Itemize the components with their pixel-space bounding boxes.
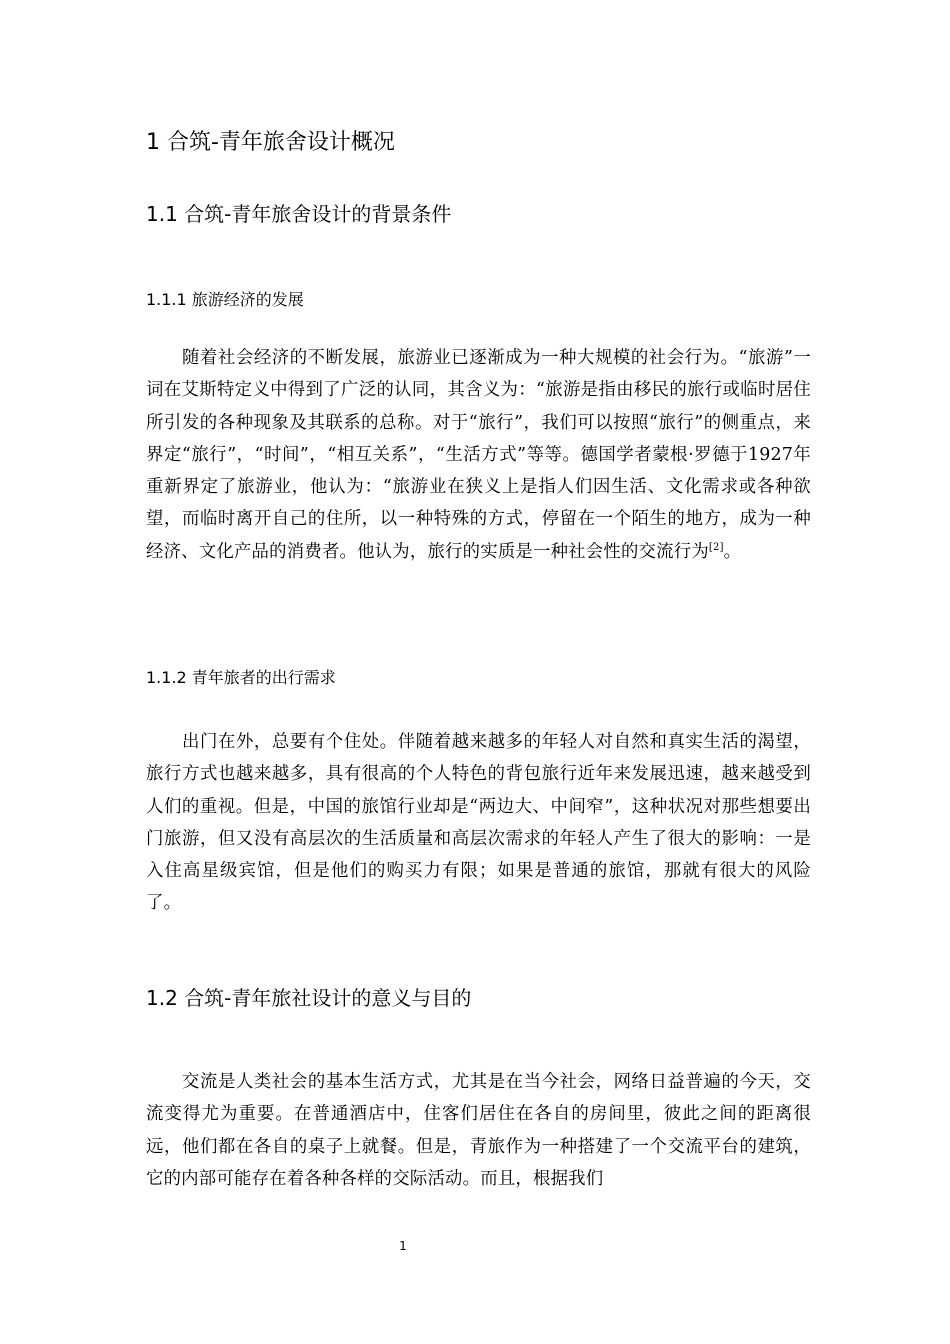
section-1-1-2-paragraph: 出门在外，总要有个住处。伴随着越来越多的年轻人对自然和真实生活的渴望，旅行方式也越来越多，具有很高的个人特色的背包旅行近年来发展迅速，越来越受到人们的重视。但是，中国的旅馆行业却是“两边大、中间窄”，这种状况对那些想要出门旅游，但又没有高层次的生活质量和高层次需求的年轻人产生了很大的影响：一是入住高星级宾馆，但是他们的购买力有限；如果是普通的旅馆，那就有很大的风险了。 bbox=[146, 732, 811, 914]
section-1-1-1-heading: 1.1.1 旅游经济的发展 bbox=[146, 290, 304, 309]
paragraph-end: 。 bbox=[723, 541, 742, 562]
paragraph-text: 随着社会经济的不断发展，旅游业已逐渐成为一种大规模的社会行为。“旅游”一词在艾斯特定义中得到了广泛的认同，其含义为：“旅游是指由移民的旅行或临时居住所引发的各种现象及其联系的总称。对于“旅行”，我们可以按照“旅行”的侧重点，来界定“旅行”，“时间”，“相互关系”，“生活方式”等等。德国学者蒙根·罗德于1927年重新界定了旅游业，他认为：“旅游业在狭义上是指人们因生活、文化需求或各种欲望，而临时离开自己的住所，以一种特殊的方式，停留在一个陌生的地方，成为一种经济、文化产品的消费者。他认为，旅行的实质是一种社会性的交流行为 bbox=[146, 348, 811, 562]
section-1-2-heading: 1.2 合筑-青年旅社设计的意义与目的 bbox=[146, 986, 472, 1010]
section-1-2-paragraph: 交流是人类社会的基本生活方式，尤其是在当今社会，网络日益普遍的今天，交流变得尤为重要。在普通酒店中，住客们居住在各自的房间里，彼此之间的距离很远，他们都在各自的桌子上就餐。但是，青旅作为一种搭建了一个交流平台的建筑，它的内部可能存在着各种各样的交际活动。而且，根据我们 bbox=[146, 1072, 811, 1189]
section-1-1-2-heading: 1.1.2 青年旅者的出行需求 bbox=[146, 668, 336, 687]
citation-reference: [2] bbox=[708, 541, 724, 553]
section-1-1-heading: 1.1 合筑-青年旅舍设计的背景条件 bbox=[146, 202, 452, 226]
section-1-1-1-paragraph bbox=[146, 342, 811, 568]
chapter-heading: 1 合筑-青年旅舍设计概况 bbox=[146, 130, 395, 155]
page-number: 1 bbox=[399, 1239, 407, 1253]
